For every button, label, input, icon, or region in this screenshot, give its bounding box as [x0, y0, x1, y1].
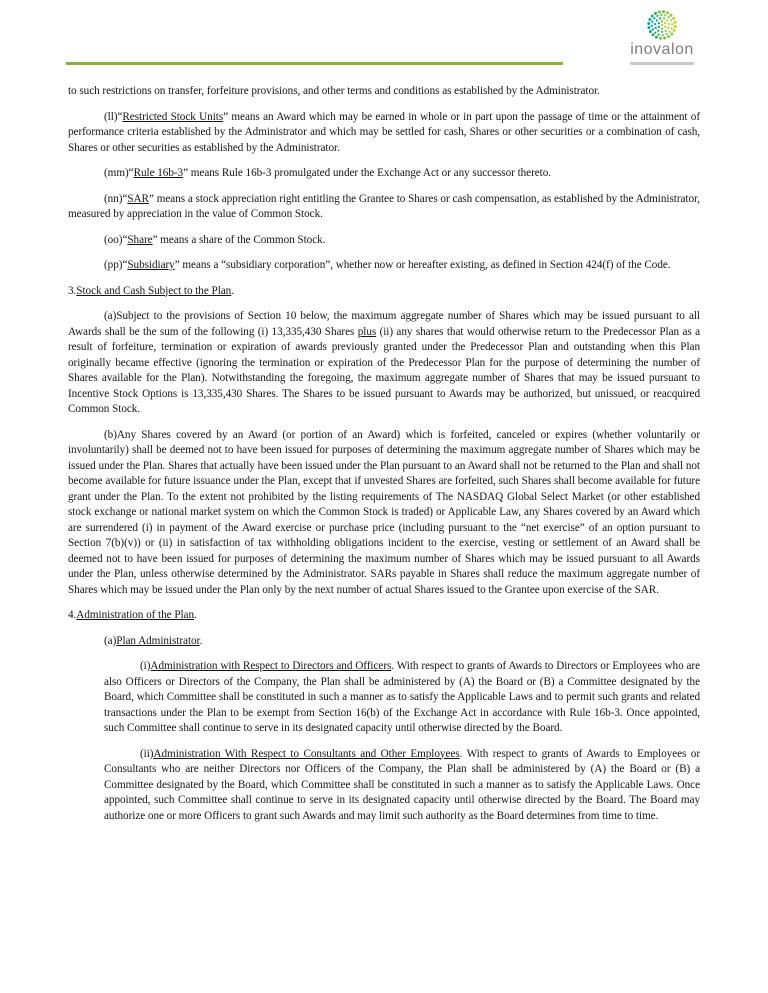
text-run: (ii) any shares that would otherwise return to the Predecessor Plan as a result of forfeiture, termination or expiration of awards previously granted under the Predecessor Plan and outstanding when this Plan originally became effective (ignoring the termination or expiration of the Predecessor Plan for the purpose of determining the number of Shares available for the Plan). Notwithstanding the foregoing, the maximum aggregate number of Shares that may be issued pursuant to Incentive Stock Options is 13,335,430 Shares. The Shares to be issued pursuant to Awards may be authorized, but unissued, or reacquired Common Stock.	[68, 325, 700, 415]
underlined-term: plus	[357, 325, 377, 338]
text-run: ” means an Award which may be earned in whole or in part upon the passage of time or the attainment of performance criteria established by the Administrator and which may be settled for cash, Shares or other securities or a combination of cash, Shares or other securities as established by the Administrator.	[68, 110, 701, 154]
logo-tagline	[630, 62, 694, 65]
definition-share	[68, 233, 700, 249]
text-run: (nn)“	[104, 192, 128, 205]
text-run: ” means a “subsidiary corporation”, whether now or hereafter existing, as defined in Section 424(f) of the Code.	[174, 259, 671, 271]
text-run: (i)	[140, 660, 151, 672]
text-run: (mm)“	[104, 167, 134, 179]
underlined-term: Subsidiary	[127, 259, 175, 271]
section-3-heading	[68, 284, 700, 300]
underlined-term: Administration of the Plan	[76, 609, 195, 621]
underlined-term: Restricted Stock Units	[122, 110, 224, 123]
text-run: 4.	[68, 609, 77, 621]
section-3b-paragraph	[68, 428, 700, 599]
text-run: . With respect to grants of Awards to Directors or Employees who are also Officers or Directors of the Company, the Plan shall be administered by (A) the Board or (B) a Committee designated by the Board, which Committee shall be constituted in such a manner as to satisfy the Applicable Laws and to permit such grants and related transactions under the Plan to be exempt from Section 16(b) of the Exchange Act in accordance with Rule 16b-3. Once appointed, such Committee shall continue to serve in its designated capacity until otherwise directed by the Board.	[104, 660, 701, 734]
document-body	[68, 84, 700, 834]
text-run: ” means a stock appreciation right entitling the Grantee to Shares or cash compensation, as established by the Administrator, measured by appreciation in the value of Common Stock.	[68, 192, 700, 220]
underlined-term: Administration With Respect to Consultants and Other Employees	[153, 747, 460, 760]
text-run: .	[231, 284, 234, 297]
dotted-globe-icon	[646, 9, 678, 41]
section-4a-heading	[68, 634, 700, 650]
underlined-term: Plan Administrator	[116, 634, 200, 647]
definition-sar	[68, 192, 700, 223]
definition-rule-16b-3	[68, 166, 700, 182]
underlined-term: Stock and Cash Subject to the Plan	[76, 284, 232, 297]
text-run: (ii)	[140, 747, 154, 760]
text-run: 3.	[68, 284, 77, 297]
text-run: (b)Any Shares covered by an Award (or portion of an Award) which is forfeited, canceled or expires (whether voluntarily or involuntarily) shall be deemed not to have been issued for purposes of determining the maximum aggregate number of Shares which may be issued under the Plan. Shares that actually have been issued under the Plan pursuant to an Award shall not be returned to the Plan and shall not become available for future issuance under the Plan, except that if unvested Shares are forfeited, such Shares shall become available for future grant under the Plan. To the extent not prohibited by the listing requirements of The NASDAQ Global Select Market (or other established stock exchange or national market system on which the Common Stock is traded) or Applicable Law, any Shares covered by an Award which are surrendered (i) in payment of the Award exercise or purchase price (including pursuant to the “net exercise” of an option pursuant to Section 7(b)(v)) or (ii) in satisfaction of tax withholding obligations incident to the exercise, vesting or settlement of an Award shall be deemed not to have been issued for purposes of determining the maximum number of Shares which may be issued pursuant to all Awards under the Plan, unless otherwise determined by the Administrator. SARs payable in Shares shall reduce the maximum aggregate number of Shares which may be issued under the Plan only by the next number of actual Shares issued to the Grantee upon exercise of the SAR.	[68, 428, 700, 596]
paragraph-continuation	[68, 84, 700, 100]
logo-wordmark: inovalon	[630, 41, 694, 58]
section-4-heading	[68, 608, 700, 624]
underlined-term: Rule 16b-3	[133, 167, 184, 179]
underlined-term: SAR	[127, 192, 149, 205]
text-run: (a)Subject to the provisions of Section 10 below, the maximum aggregate number of Shares which may be issued pursuant to all Awards shall be the sum of the following (i) 13,335,430 Shares	[68, 310, 700, 338]
text-run: (a)	[104, 634, 117, 647]
definition-restricted-stock-units	[68, 110, 700, 157]
section-4a-i-paragraph	[104, 659, 700, 737]
text-run: ” means a share of the Common Stock.	[152, 233, 326, 246]
company-logo	[614, 9, 710, 65]
text-run: .	[199, 634, 203, 647]
text-run: to such restrictions on transfer, forfeiture provisions, and other terms and conditions as established by the Administrator.	[68, 85, 600, 97]
text-run: (ll)“	[104, 110, 123, 123]
text-run: .	[194, 609, 197, 621]
text-run: (oo)“	[104, 233, 128, 246]
section-4a-ii-paragraph	[104, 747, 700, 825]
text-run: . With respect to grants of Awards to Employees or Consultants who are neither Directors nor Officers of the Company, the Plan shall be administered by (A) the Board or (B) a Committee designated by the Board, which Committee shall be constituted in such a manner as to satisfy the Applicable Laws. Once appointed, such Committee shall continue to serve in its designated capacity until otherwise directed by the Board. The Board may authorize one or more Officers to grant such Awards and may limit such authority as the Board determines from time to time.	[104, 747, 700, 822]
definition-subsidiary	[68, 258, 700, 274]
underlined-term: Administration with Respect to Directors and Officers	[150, 660, 392, 672]
header-divider	[66, 62, 563, 65]
underlined-term: Share	[127, 233, 153, 246]
section-3a-paragraph	[68, 309, 700, 418]
text-run: ” means Rule 16b-3 promulgated under the Exchange Act or any successor thereto.	[183, 167, 552, 179]
text-run: (pp)“	[104, 259, 128, 271]
